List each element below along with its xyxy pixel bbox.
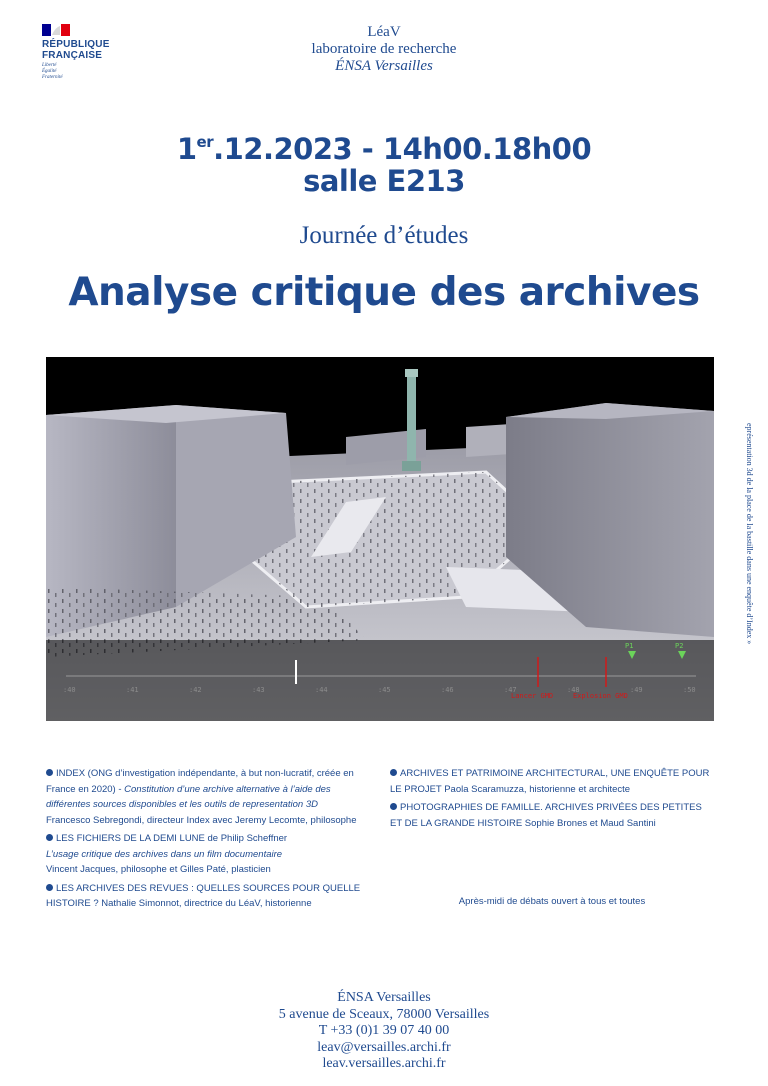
bullet-icon	[46, 884, 53, 891]
program-left-column	[46, 766, 368, 915]
bullet-icon	[46, 769, 53, 776]
program-item	[46, 766, 368, 828]
event-title: Analyse critique des archives	[68, 270, 700, 315]
timeline-tick: :50	[683, 686, 696, 694]
image-caption: eprésentation 3d de la place de la bastille dans une enquête d’Index »	[745, 423, 754, 645]
timeline-tick: :47	[504, 686, 517, 694]
program-item-topic: L’usage critique des archives dans un film documentaire	[46, 848, 283, 860]
timeline-event-lancer: Lancer GMD	[511, 692, 554, 700]
lab-description: laboratoire de recherche	[311, 41, 457, 57]
footer-email-link[interactable]: leav@versailles.archi.fr	[317, 1039, 451, 1055]
program-item-lead: LES FICHIERS DE LA DEMI LUNE de Philip Scheffner	[56, 833, 288, 844]
program-item-lead: PHOTOGRAPHIES DE FAMILLE. ARCHIVES PRIVÉES DES PETITES ET DE LA GRANDE HISTOIRE	[390, 802, 702, 829]
timeline-event-explosion: Explosion GMD	[573, 692, 628, 700]
bullet-icon	[46, 834, 53, 841]
program-item-lead: ARCHIVES ET PATRIMOINE ARCHITECTURAL, UNE ENQUÊTE POUR LE PROJET	[390, 768, 710, 795]
logo-motto: Liberté Égalité Fraternité	[42, 63, 63, 80]
program-item-topic: Constitution d’une archive alternative à l’aide des différentes sources disponibles et les outils de representation 3D	[46, 783, 331, 810]
timeline-tick: :44	[315, 686, 328, 694]
event-day-suffix: er	[196, 133, 214, 151]
timeline-marker-p1: P1	[625, 642, 634, 650]
event-room: salle E213	[303, 164, 465, 198]
footer-school: ÉNSA Versailles	[337, 990, 431, 1005]
timeline-tick: :48	[567, 686, 580, 694]
event-date-time: .12.2023 - 14h00.18h00	[213, 132, 592, 166]
event-day: 1	[176, 132, 197, 166]
header	[0, 24, 768, 75]
program-right-column	[390, 766, 712, 834]
program-item-lead: LES ARCHIVES DES REVUES : QUELLES SOURCES POUR QUELLE HISTOIRE ?	[46, 882, 361, 909]
event-date	[0, 126, 768, 197]
timeline-tick: :45	[378, 686, 391, 694]
timeline-tick: :42	[189, 686, 202, 694]
footer	[0, 990, 768, 1073]
bullet-icon	[390, 769, 397, 776]
timeline-tick: :43	[252, 686, 265, 694]
timeline-tick: :46	[441, 686, 454, 694]
program-item-people: Paola Scaramuzza, historienne et architecte	[444, 783, 631, 795]
program-item-people: Francesco Sebregondi, directeur Index avec Jeremy Lecomte, philosophe	[46, 814, 357, 826]
program-item	[46, 831, 368, 878]
school-name: ÉNSA Versailles	[335, 58, 433, 74]
footer-address: 5 avenue de Sceaux, 78000 Versailles	[278, 1006, 490, 1022]
program-item-people: Sophie Brones et Maud Santini	[524, 817, 656, 829]
event-kicker: Journée d’études	[299, 222, 469, 249]
open-note: Après-midi de débats ouvert à tous et toutes	[458, 896, 646, 907]
program-item	[390, 766, 712, 797]
program-item-people: Vincent Jacques, philosophe et Gilles Paté, plasticien	[46, 864, 271, 875]
render-illustration	[46, 357, 714, 721]
timeline-tick: :41	[126, 686, 139, 694]
timeline-tick: :49	[630, 686, 643, 694]
program-item-people: Nathalie Simonnot, directrice du LéaV, historienne	[101, 898, 312, 909]
logo-line2: FRANÇAISE	[42, 50, 103, 61]
bullet-icon	[390, 803, 397, 810]
program-item	[390, 800, 712, 831]
footer-phone: T +33 (0)1 39 07 40 00	[318, 1023, 450, 1038]
timeline-tick: :40	[63, 686, 76, 694]
logo-line1: RÉPUBLIQUE	[42, 39, 110, 50]
program-item-lead: INDEX (ONG d’investigation indépendante, à but non-lucratif, créée en France en 2020) -	[46, 768, 354, 795]
bastille-3d-render	[46, 357, 714, 721]
program-item	[46, 881, 368, 912]
footer-website-link[interactable]: leav.versailles.archi.fr	[322, 1056, 446, 1071]
timeline-marker-p2: P2	[675, 642, 684, 650]
lab-name: LéaV	[367, 24, 401, 40]
